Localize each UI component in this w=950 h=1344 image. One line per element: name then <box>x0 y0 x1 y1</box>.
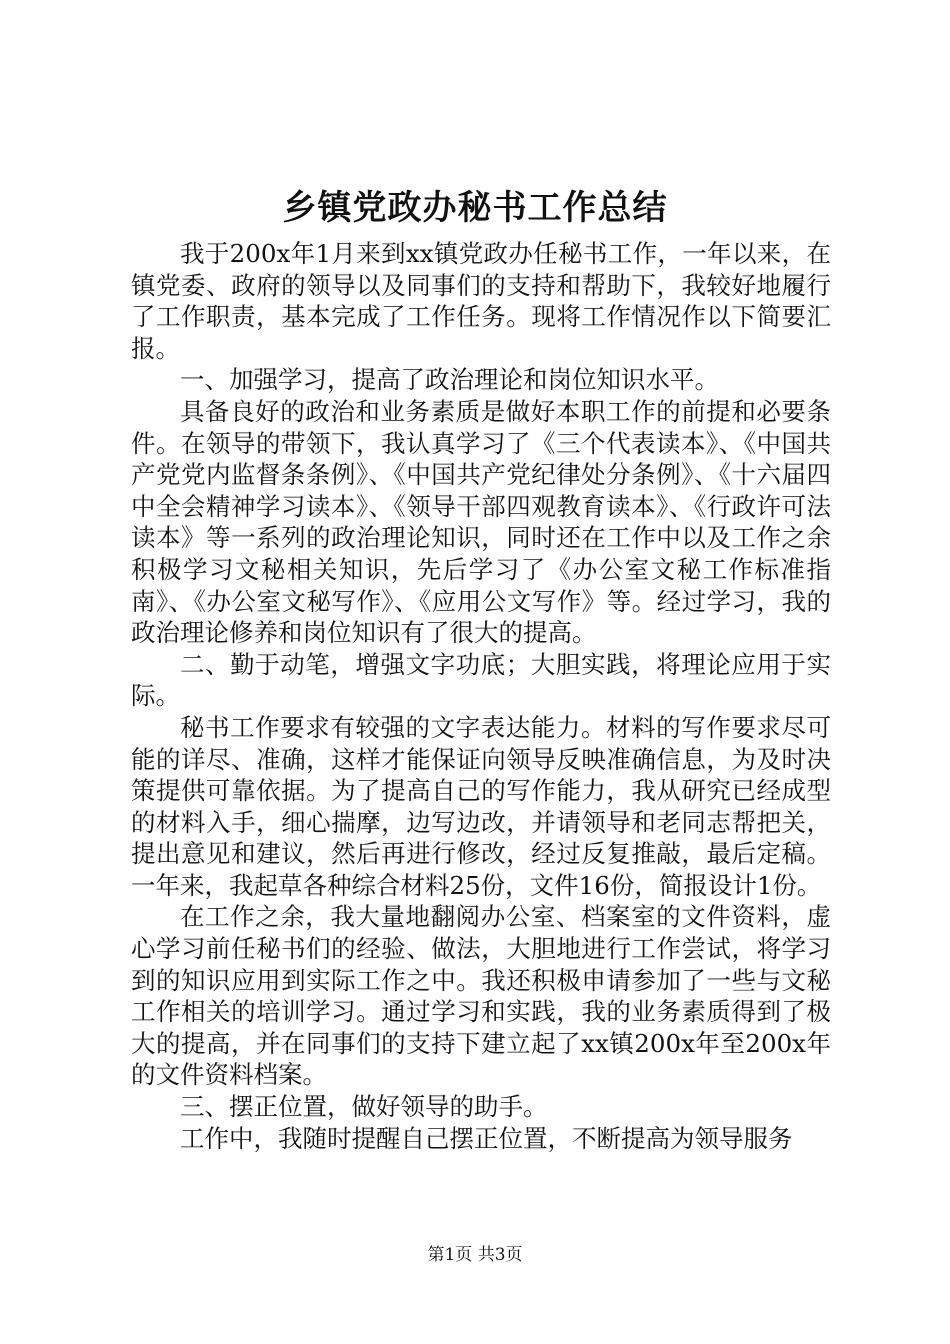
page-footer: 第1页 共3页 <box>427 1245 523 1265</box>
paragraph: 工作中，我随时提醒自己摆正位置，不断提高为领导服务 <box>180 1123 793 1153</box>
paragraph: 在工作之余，我大量地翻阅办公室、档案室的文件资料，虚心学习前任秘书们的经验、做法，大胆地进行工作尝试，将学习到的知识应用到实际工作之中。我还积极申请参加了一些与文秘工作相关的培训学习。通过学习和实践，我的业务素质得到了极大的提高，并在同事们的支持下建立起了xx镇200x年至200x年的文件资料档案。 <box>131 902 831 1090</box>
section-heading-2: 二、勤于动笔，增强文字功底；大胆实践，将理论应用于实际。 <box>131 649 831 711</box>
document-body <box>131 238 831 1154</box>
paragraph-intro: 我于200x年1月来到xx镇党政办任秘书工作，一年以来，在镇党委、政府的领导以及同事们的支持和帮助下，我较好地履行了工作职责，基本完成了工作任务。现将工作情况作以下简要汇报。 <box>131 239 831 363</box>
section-heading-1: 一、加强学习，提高了政治理论和岗位知识水平。 <box>180 365 719 395</box>
paragraph: 具备良好的政治和业务素质是做好本职工作的前提和必要条件。在领导的带领下，我认真学习了《三个代表读本》、《中国共产党党内监督条条例》、《中国共产党纪律处分条例》、《十六届四中全会精神学习读本》、《领导干部四观教育读本》、《行政许可法读本》等一系列的政治理论知识，同时还在工作中以及工作之余积极学习文秘相关知识，先后学习了《办公室文秘工作标准指南》、《办公室文秘写作》、《应用公文写作》等。经过学习，我的政治理论修养和岗位知识有了很大的提高。 <box>131 396 831 648</box>
section-heading-3: 三、摆正位置，做好领导的助手。 <box>180 1092 548 1122</box>
paragraph: 秘书工作要求有较强的文字表达能力。材料的写作要求尽可能的详尽、准确，这样才能保证向领导反映准确信息，为及时决策提供可靠依据。为了提高自己的写作能力，我从研究已经成型的材料入手，细心揣摩，边写边改，并请领导和老同志帮把关，提出意见和建议，然后再进行修改，经过反复推敲，最后定稿。一年来，我起草各种综合材料25份，文件16份，简报设计1份。 <box>131 712 831 900</box>
document-title: 乡镇党政办秘书工作总结 <box>282 188 668 228</box>
